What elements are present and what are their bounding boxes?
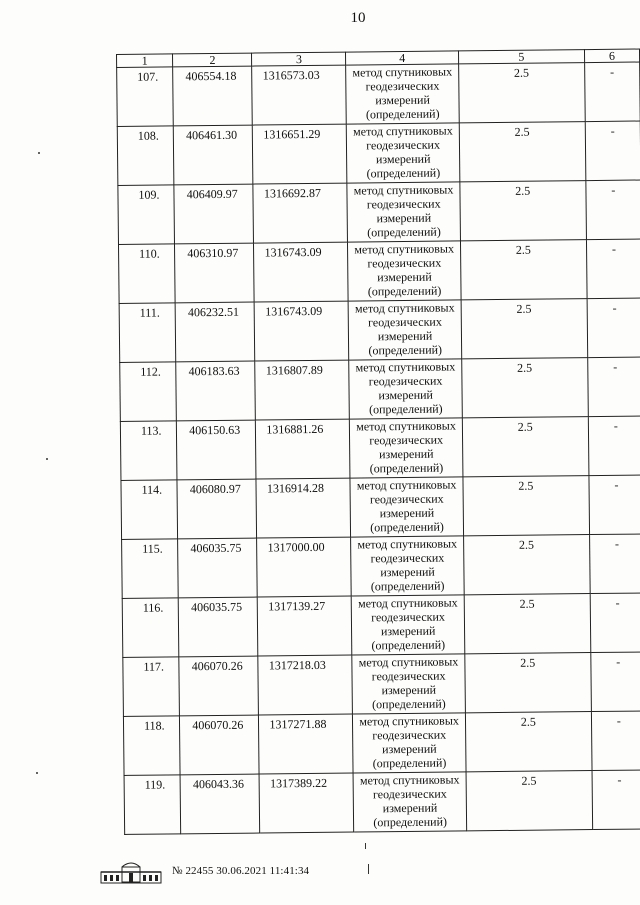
accuracy-cell: 2.5 [459,122,585,182]
description-cell: - [585,121,640,181]
y-coordinate-cell: 1316573.03 [252,65,347,125]
x-coordinate-cell: 406150.63 [177,420,257,480]
registration-stamp-text: № 22455 30.06.2021 11:41:34 [172,865,310,877]
y-coordinate-cell: 1317271.88 [259,714,354,774]
table-row [124,770,640,834]
scan-speck [36,772,38,774]
x-coordinate-cell: 406070.26 [180,715,260,775]
header-cell: 6 [584,49,639,63]
method-cell: метод спутниковых геодезических измерений (определений) [346,64,459,124]
table-row [117,121,640,185]
accuracy-cell: 2.5 [460,240,586,300]
scan-speck [365,843,366,849]
description-cell: - [587,357,640,417]
footer [100,858,309,884]
header-cell: 2 [173,53,252,67]
scan-speck [46,458,48,460]
table-row [120,357,640,421]
point-number-cell: 117. [123,657,180,717]
point-number-cell: 116. [122,598,179,658]
registry-building-icon [100,858,162,884]
method-cell: метод спутниковых геодезических измерений (определений) [350,477,463,537]
description-cell: - [591,711,640,771]
description-cell: - [586,180,640,240]
description-cell: - [589,534,640,594]
header-cell: 3 [252,52,346,66]
point-number-cell: 111. [119,303,176,363]
method-cell: метод спутниковых геодезических измерений (определений) [347,123,460,183]
point-number-cell: 113. [120,421,177,481]
y-coordinate-cell: 1317218.03 [258,655,353,715]
x-coordinate-cell: 406080.97 [177,479,257,539]
accuracy-cell: 2.5 [460,181,586,241]
accuracy-cell: 2.5 [463,535,589,595]
description-cell: - [586,239,640,299]
accuracy-cell: 2.5 [466,771,592,831]
table-row [119,298,640,362]
accuracy-cell: 2.5 [462,358,588,418]
x-coordinate-cell: 406183.63 [176,361,256,421]
y-coordinate-cell: 1317389.22 [260,773,355,833]
point-number-cell: 119. [124,775,181,835]
x-coordinate-cell: 406043.36 [180,774,260,834]
x-coordinate-cell: 406461.30 [174,125,254,185]
description-cell: - [588,416,640,476]
table-row [122,593,640,657]
point-number-cell: 107. [117,67,174,127]
accuracy-cell: 2.5 [463,476,589,536]
scan-speck [368,864,369,874]
method-cell: метод спутниковых геодезических измерений (определений) [348,300,461,360]
table-row [121,475,640,539]
description-cell: - [591,652,640,712]
method-cell: метод спутниковых геодезических измерений (определений) [347,182,460,242]
accuracy-cell: 2.5 [462,417,588,477]
point-number-cell: 114. [121,480,178,540]
y-coordinate-cell: 1316651.29 [253,124,348,184]
point-number-cell: 115. [122,539,179,599]
x-coordinate-cell: 406070.26 [179,656,259,716]
description-cell: - [590,593,640,653]
method-cell: метод спутниковых геодезических измерений (определений) [352,654,465,714]
y-coordinate-cell: 1316914.28 [256,478,351,538]
table-row [117,62,640,126]
y-coordinate-cell: 1316692.87 [253,183,348,243]
method-cell: метод спутниковых геодезических измерений (определений) [353,713,466,773]
accuracy-cell: 2.5 [465,712,591,772]
y-coordinate-cell: 1316743.09 [254,242,349,302]
table-row [123,711,640,775]
x-coordinate-cell: 406035.75 [178,597,258,657]
y-coordinate-cell: 1316743.09 [255,301,350,361]
method-cell: метод спутниковых геодезических измерений (определений) [349,359,462,419]
point-number-cell: 109. [118,185,175,245]
description-cell: - [589,475,640,535]
accuracy-cell: 2.5 [465,653,591,713]
description-cell: - [592,770,640,830]
method-cell: метод спутниковых геодезических измерений (определений) [352,595,465,655]
y-coordinate-cell: 1316881.26 [256,419,351,479]
table-row [120,416,640,480]
table-row [118,180,640,244]
x-coordinate-cell: 406232.51 [175,302,255,362]
scan-speck [38,152,40,154]
point-number-cell: 112. [120,362,177,422]
y-coordinate-cell: 1316807.89 [255,360,350,420]
description-cell: - [584,62,640,122]
method-cell: метод спутниковых геодезических измерений (определений) [351,536,464,596]
method-cell: метод спутниковых геодезических измерений (определений) [350,418,463,478]
accuracy-cell: 2.5 [458,63,584,123]
coordinates-table [116,49,640,835]
point-number-cell: 118. [123,716,180,776]
y-coordinate-cell: 1317139.27 [258,596,353,656]
point-number-cell: 108. [117,126,174,186]
page-number: 10 [350,10,366,26]
y-coordinate-cell: 1317000.00 [257,537,352,597]
table-row [118,239,640,303]
method-cell: метод спутниковых геодезических измерений (определений) [348,241,461,301]
description-cell: - [587,298,640,358]
table-row [123,652,640,716]
method-cell: метод спутниковых геодезических измерений (определений) [353,772,466,832]
point-number-cell: 110. [118,244,175,304]
x-coordinate-cell: 406554.18 [173,66,253,126]
table-row [122,534,640,598]
header-cell: 1 [117,54,173,68]
x-coordinate-cell: 406409.97 [174,184,254,244]
accuracy-cell: 2.5 [464,594,590,654]
header-cell: 4 [346,51,459,65]
x-coordinate-cell: 406310.97 [175,243,255,303]
header-cell: 5 [458,50,584,64]
accuracy-cell: 2.5 [461,299,587,359]
x-coordinate-cell: 406035.75 [178,538,258,598]
